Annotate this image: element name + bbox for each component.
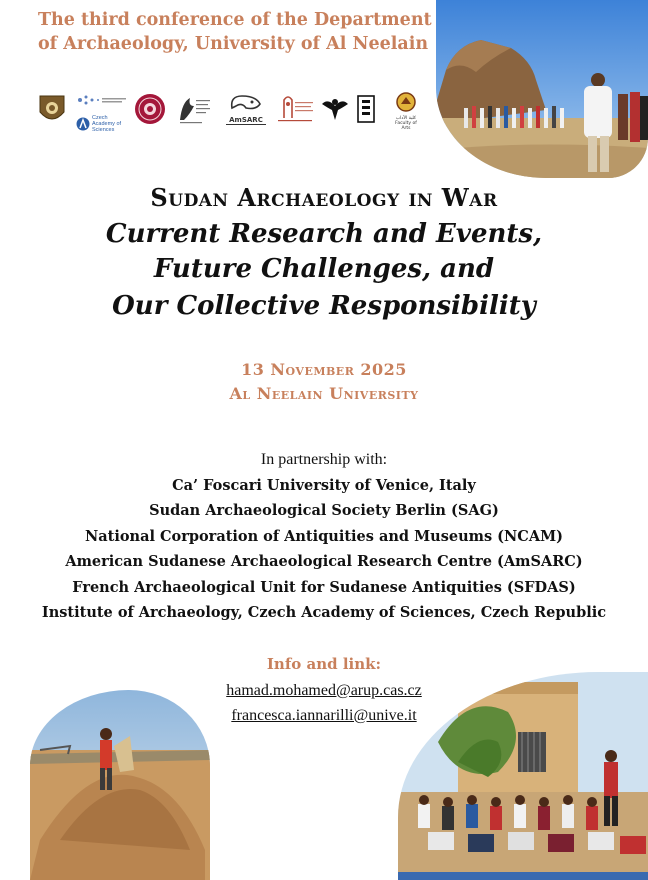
subtitle-line-3: Our Collective Responsibility [112,291,536,321]
partner-item: National Corporation of Antiquities and Museums (NCAM) [85,528,563,545]
faculty-of-arts-logo [390,92,422,131]
subtitle-line-2: Future Challenges, and [153,254,495,284]
amsarc-logo-text: AmSARC [226,116,266,125]
ca-foscari-seal-logo [134,92,166,126]
email-link-francesca[interactable]: francesca.iannarilli@unive.it [231,707,417,724]
czech-academy-dots-icon [76,93,128,107]
photo-group-at-hill [436,0,648,178]
amsarc-ram-icon [226,92,266,112]
event-date: 13 November 2025 [241,360,407,379]
czech-academy-a-icon [76,117,90,131]
sfdas-logo [320,92,350,126]
partner-item: French Archaeological Unit for Sudanese Antiquities (SFDAS) [72,579,576,596]
main-title: Sudan Archaeology in War [150,183,498,212]
subtitle-line-1: Current Research and Events, [105,219,543,249]
email-link-hamad[interactable]: hamad.mohamed@arup.cas.cz [226,682,422,699]
partner-item: Ca’ Foscari University of Venice, Italy [172,477,476,494]
info-label: Info and link: [266,655,382,673]
czech-academy-logo-text: Czech Academy of Sciences [92,115,122,133]
al-neelain-seal-logo [38,92,66,126]
partner-item: American Sudanese Archaeological Research Centre (AmSARC) [65,553,583,570]
faculty-of-arts-emblem-icon [395,92,417,112]
faculty-of-arts-logo-text: كلية الآداب Faculty of Arts [395,116,417,131]
event-venue: Al Neelain University [229,384,419,403]
header-title: The third conference of the Department of Archaeology, University of Al Neelain [38,10,432,54]
photo-sand-excavation [30,690,210,880]
partner-item: Institute of Archaeology, Czech Academy of Sciences, Czech Republic [41,604,607,621]
partnership-intro: In partnership with: [260,451,388,468]
amsarc-logo [226,92,266,126]
partner-item: Sudan Archaeological Society Berlin (SAG) [149,502,499,519]
czech-academy-logo [76,92,128,133]
sag-logo [176,92,214,126]
ncam-logo [274,92,316,126]
pillar-logo [356,92,376,126]
photo-seated-audience [398,672,648,880]
